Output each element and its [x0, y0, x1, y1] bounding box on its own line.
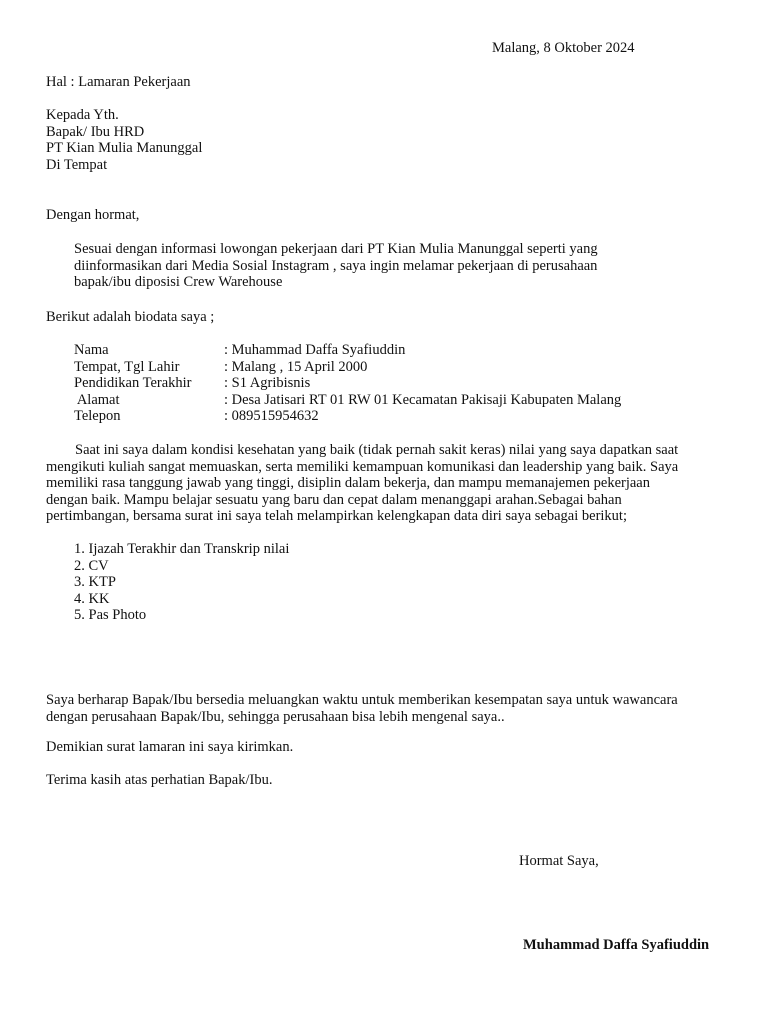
- paragraph-line: diinformasikan dari Media Sosial Instagram , saya ingin melamar pekerjaan di perusahaan: [74, 257, 598, 274]
- paragraph-line: bapak/ibu diposisi Crew Warehouse: [74, 274, 283, 291]
- biodata-row-alamat: [74, 392, 694, 409]
- attachment-item: 3. KTP: [74, 574, 116, 591]
- paragraph-line: dengan baik. Mampu belajar sesuatu yang baru dan cepat dalam menanggapi arahan.Sebagai bahan: [46, 491, 622, 508]
- paragraph-line: mengikuti kuliah sangat memuaskan, serta memiliki kemampuan komunikasi dan leadership yang baik. Saya: [46, 458, 679, 475]
- paragraph-line: Sesuai dengan informasi lowongan pekerjaan dari PT Kian Mulia Manunggal seperti yang: [74, 241, 598, 257]
- opening-paragraph: [74, 241, 598, 291]
- biodata-value: : Muhammad Daffa Syafiuddin: [224, 342, 406, 358]
- letter-subject: Hal : Lamaran Pekerjaan: [46, 74, 191, 90]
- biodata-row-pendidikan: [74, 375, 694, 392]
- biodata-value: : Malang , 15 April 2000: [224, 358, 368, 375]
- qualification-paragraph: [46, 442, 678, 525]
- biodata-label: Alamat: [74, 391, 120, 408]
- biodata-row-nama: [74, 342, 694, 359]
- greeting: Dengan hormat,: [46, 207, 140, 223]
- thank-you-statement: Terima kasih atas perhatian Bapak/Ibu.: [46, 772, 273, 788]
- biodata-row-telepon: [74, 408, 694, 425]
- recipient-line: PT Kian Mulia Manunggal: [46, 140, 203, 157]
- biodata-table: [74, 342, 694, 425]
- biodata-intro: Berikut adalah biodata saya ;: [46, 309, 215, 325]
- attachment-item: 5. Pas Photo: [74, 607, 147, 624]
- closing-statement: Demikian surat lamaran ini saya kirimkan.: [46, 739, 294, 755]
- paragraph-line: pertimbangan, bersama surat ini saya telah melampirkan kelengkapan data diri saya sebagai berikut;: [46, 508, 627, 525]
- attachment-list: [74, 541, 289, 624]
- biodata-label: Pendidikan Terakhir: [74, 375, 192, 392]
- recipient-line: Kepada Yth.: [46, 107, 119, 123]
- biodata-value: : 089515954632: [224, 408, 319, 425]
- recipient-block: [46, 107, 202, 173]
- biodata-value: : Desa Jatisari RT 01 RW 01 Kecamatan Pakisaji Kabupaten Malang: [224, 391, 622, 408]
- paragraph-line: memiliki rasa tanggung jawab yang tinggi, disiplin dalam bekerja, dan mampu memanajemen pekerjaan: [46, 475, 650, 492]
- attachment-item: 2. CV: [74, 557, 109, 574]
- recipient-line: Bapak/ Ibu HRD: [46, 123, 145, 140]
- regards-text: Hormat Saya,: [519, 853, 599, 869]
- attachment-item: 4. KK: [74, 590, 110, 607]
- biodata-value: : S1 Agribisnis: [224, 375, 311, 392]
- recipient-line: Di Tempat: [46, 156, 108, 173]
- paragraph-line: dengan perusahaan Bapak/Ibu, sehingga perusahaan bisa lebih mengenal saya..: [46, 708, 505, 725]
- biodata-row-ttl: [74, 359, 694, 376]
- letter-date: Malang, 8 Oktober 2024: [492, 40, 635, 56]
- signature-name: Muhammad Daffa Syafiuddin: [523, 937, 710, 953]
- attachment-item: 1. Ijazah Terakhir dan Transkrip nilai: [74, 541, 290, 557]
- biodata-label: Nama: [74, 342, 109, 358]
- biodata-label: Tempat, Tgl Lahir: [74, 358, 180, 375]
- paragraph-line: Saya berharap Bapak/Ibu bersedia meluangkan waktu untuk memberikan kesempatan saya untuk wawancara: [46, 692, 678, 708]
- paragraph-line: Saat ini saya dalam kondisi kesehatan yang baik (tidak pernah sakit keras) nilai yang saya dapatkan saat: [46, 442, 679, 458]
- hope-paragraph: [46, 692, 678, 725]
- biodata-label: Telepon: [74, 408, 121, 425]
